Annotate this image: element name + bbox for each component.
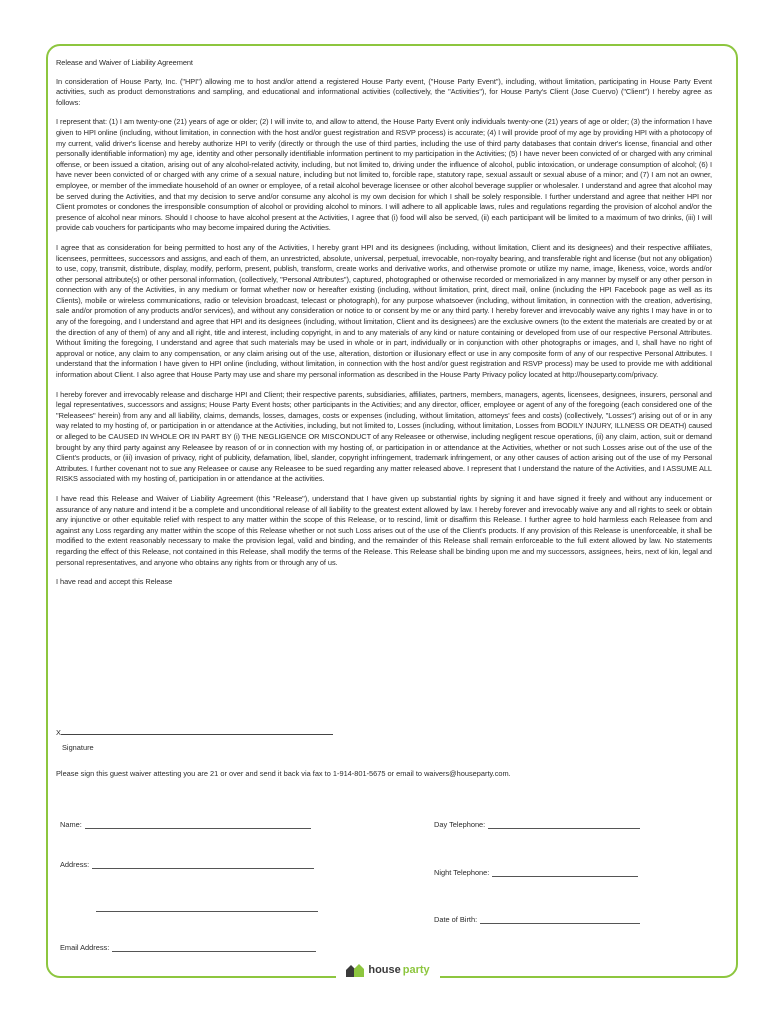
- signature-label: Signature: [62, 743, 94, 752]
- paragraph-accept: I have read and accept this Release: [56, 577, 173, 587]
- logo-text-house: house: [368, 964, 401, 976]
- day-telephone-line[interactable]: [488, 820, 640, 829]
- email-label: Email Address:: [60, 943, 110, 952]
- night-telephone-label: Night Telephone:: [434, 868, 490, 877]
- paragraph-release: I hereby forever and irrevocably release and discharge HPI and Client; their respective parents, subsidiaries, affiliates, partners, members, managers, agents, licensees, designees, insurers, personal and legal representatives, successors and assigns; House Party Event hosts; other participants in the Activities; and any director, officer, employee or agent of any of the foregoing (each considered one of the "Releasees" herein) from any and all liability, claims, demands, losses, damages, costs or expenses (including, without limitation, attorneys' fees and costs) (collectively, "Losses") arising out of or in any way related to my hosting of, or participation in or attendance at the Activities, including, but not limited to, Losses (including, without limitation, Losses from BODILY INJURY, ILLNESS OR DEATH) caused or alleged to be CAUSED IN WHOLE OR IN PART BY (i) THE NEGLIGENCE OR MISCONDUCT of any Releasee or otherwise, including negligent rescue operations, (ii) any claim, action, suit or demand brought by any third party against any Releasee by reason of or in connection with my hosting of, or participation in or attendance at the Activities, whether or not such Losses arise out of the use of the Client's products, or (iii) invasion of privacy, right of publicity, defamation, libel, slander, copyright infringement, trademark infringement, or any other causes of action arising out of the use of my Personal Attributes. I further covenant not to sue any Releasee or cause any Releasee to be sued regarding any matter released above. I represent that I understand the nature of the Activities, and I ASSUME ALL RISKS associated with my hosting of, participation in or attendance at the activities.: [56, 389, 712, 484]
- paragraph-representations: I represent that: (1) I am twenty-one (21) years of age or older; (2) I will invite to, and allow to attend, the House Party Event only individuals twenty-one (21) years of age or older; (3) the information I have given to HPI online (including, without limitation, in connection with the host and/or guest registration and RSVP process) is accurate; (4) I will provide proof of my age by providing HPI with a photocopy of my current, valid driver's license and hereby authorize HPI to verify (directly or through the use of third parties, including the use of third party databases that contain driver's license, financial and other personally identifiable information) my age, identity and other personally identifiable information pertinent to my participation in the Activities; (5) I have never been convicted of or charged with any criminal offense, or been issued a citation, arising out of any alcohol-related activity, including, but not limited to, driving under the influence of alcohol, public intoxication, or underage consumption of alcohol; (6) I have never been convicted of or charged with any crime of a sexual nature, including but not limited to, forcible rape, statutory rape, sexual assault or sexual abuse of a minor; and (7) I am not an owner, employee, or member of the immediate household of an owner or employee, of a retail alcohol beverage licensee or other alcohol beverage supplier or wholesaler. I understand and agree that alcohol may be served during the Activities, and that my decision to serve and/or consume any alcohol is my own decision for which I shall be solely responsible. I further understand and agree that neither HPI nor Client promotes or condones the irresponsible consumption of alcohol or providing alcohol to minors. I will adhere to all applicable laws, rules and regulations regarding the provision of alcohol and/or the presence of alcohol near minors. Should I choose to have alcohol present at the Activities, I agree that (i) food will also be served, (ii) each participant will be limited to a maximum of two drinks, (iii) I will provide cab vouchers for participants who may become impaired during the Activities.: [56, 117, 713, 233]
- date-of-birth-field[interactable]: [434, 915, 640, 924]
- name-line[interactable]: [85, 820, 311, 829]
- paragraph-acknowledgement: I have read this Release and Waiver of Liability Agreement (this "Release"), understand that I have given up substantial rights by signing it and have signed it freely and without any inducement or assurance of any nature and intend it be a complete and unconditional release of all liability to the greatest extent allowed by law. I hereby forever and irrevocably waive any and all rights to seek or obtain any injunctive or other equitable relief with respect to any matter within the scope of this Release, or to rescind, limit or disaffirm this Release. I further agree to hold harmless each Releasee from and against any Loss regarding any matter within the scope of this Release whether or not such Loss arises out of the use of the Client's products. If any provision of this Release is unenforceable, it shall be modified to the extent reasonably necessary to make the provision legal, valid and binding, and the remainder of this Release shall remain enforceable to the full extent allowed by law. No statements regarding the effect of this Release, not contained in this Release, shall modify the terms of the Release. This Release shall be binding upon me and my successors, assignees, heirs, next of kin, legal and personal representatives, and anyone who obtains any rights from or through any of us.: [56, 493, 712, 567]
- email-line[interactable]: [112, 943, 316, 952]
- houseparty-logo: [336, 959, 440, 981]
- signature-x-mark: X: [56, 728, 61, 737]
- paragraph-license-grant: I agree that as consideration for being permitted to host any of the Activities, I hereby grant HPI and its designees (including, without limitation, Client and its designees) and their respective affiliates, licensees, permittees, successors and assigns, and each of them, an unrestricted, absolute, universal, perpetual, irrevocable, non-royalty bearing, and transferable right and license (but not any obligation) to use, copy, transmit, distribute, display, modify, perform, present, publish, transform, create works and derivative works, and otherwise promote or utilize my name, image, likeness, voice, words and/or other personal attribute(s) or other personal information, (collectively, "Personal Attributes"), captured, photographed or otherwise recorded or memorialized in any manner by myself or any other person in connection with any of the Activities, in any medium or format whether now or hereafter existing (including, without limitation, print, direct mail, online (including the HPI Facebook page as well as its Clients), mobile or wireless communications, radio or television broadcast, telecast or photograph), for any purpose whatsoever (including, without limitation, in connection with the creation, advertising, sale and/or promotion of any products and/or services), and without any consideration or notice to or consent by me or any third party. I hereby forever and irrevocably waive any rights I may have in or to any of the foregoing, and I understand and agree that HPI and its designees (including, without limitation, Client and its designees) are the exclusive owners (to the extent the materials are created by or at the direction of any of them) of any and all right, title and interest, including copyright, in and to any materials of any kind or nature containing or developed from use of our respective Personal Attributes. Without limiting the foregoing, I understand and agree that such materials may be used in whole or in part, individually or in conjunction with other photographs or images, and I, shall have no right of approval or notice, any claim to any compensation, or any claim arising out of the use, alteration, distortion or illusionary effect or use in any composite form of any of our respective Personal Attributes. I understand that the information I have given to HPI online (including, without limitation, in connection with the host and/or guest registration and RSVP process) may be used to provide me with additional information about Client. I also agree that House Party may use and share my personal information as described in the House Party Privacy policy located at http://houseparty.com/privacy.: [56, 242, 712, 380]
- address-line[interactable]: [92, 860, 314, 869]
- house-icon: [346, 963, 366, 977]
- day-telephone-field[interactable]: [434, 820, 640, 829]
- paragraph-consideration: In consideration of House Party, Inc. ("HPI") allowing me to host and/or attend a registered House Party event, ("House Party Event"), including, without limitation, participating in House Party Event activities, such as product demonstrations and sampling, and educational and informational activities (collectively, the "Activities"), for House Party's Client (Jose Cuervo) ("Client") I hereby agree as follows:: [56, 76, 712, 107]
- night-telephone-line[interactable]: [492, 868, 638, 877]
- logo-text-party: party: [402, 964, 430, 976]
- email-field[interactable]: [60, 943, 316, 952]
- date-of-birth-label: Date of Birth:: [434, 915, 478, 924]
- document-title: Release and Waiver of Liability Agreement: [56, 58, 193, 67]
- address-line-2-field[interactable]: [96, 903, 318, 912]
- signature-field[interactable]: [56, 726, 336, 737]
- logo-mark: [346, 963, 429, 977]
- date-of-birth-line[interactable]: [480, 915, 640, 924]
- address-label: Address:: [60, 860, 90, 869]
- address-field[interactable]: [60, 860, 314, 869]
- signature-line[interactable]: [61, 726, 333, 735]
- name-label: Name:: [60, 820, 82, 829]
- send-instructions: Please sign this guest waiver attesting you are 21 or over and send it back via fax to 1-914-801-5675 or email to waivers@houseparty.com.: [56, 769, 511, 778]
- day-telephone-label: Day Telephone:: [434, 820, 486, 829]
- night-telephone-field[interactable]: [434, 868, 638, 877]
- name-field[interactable]: [60, 820, 311, 829]
- address-line-2[interactable]: [96, 903, 318, 912]
- agreement-body: [56, 58, 712, 597]
